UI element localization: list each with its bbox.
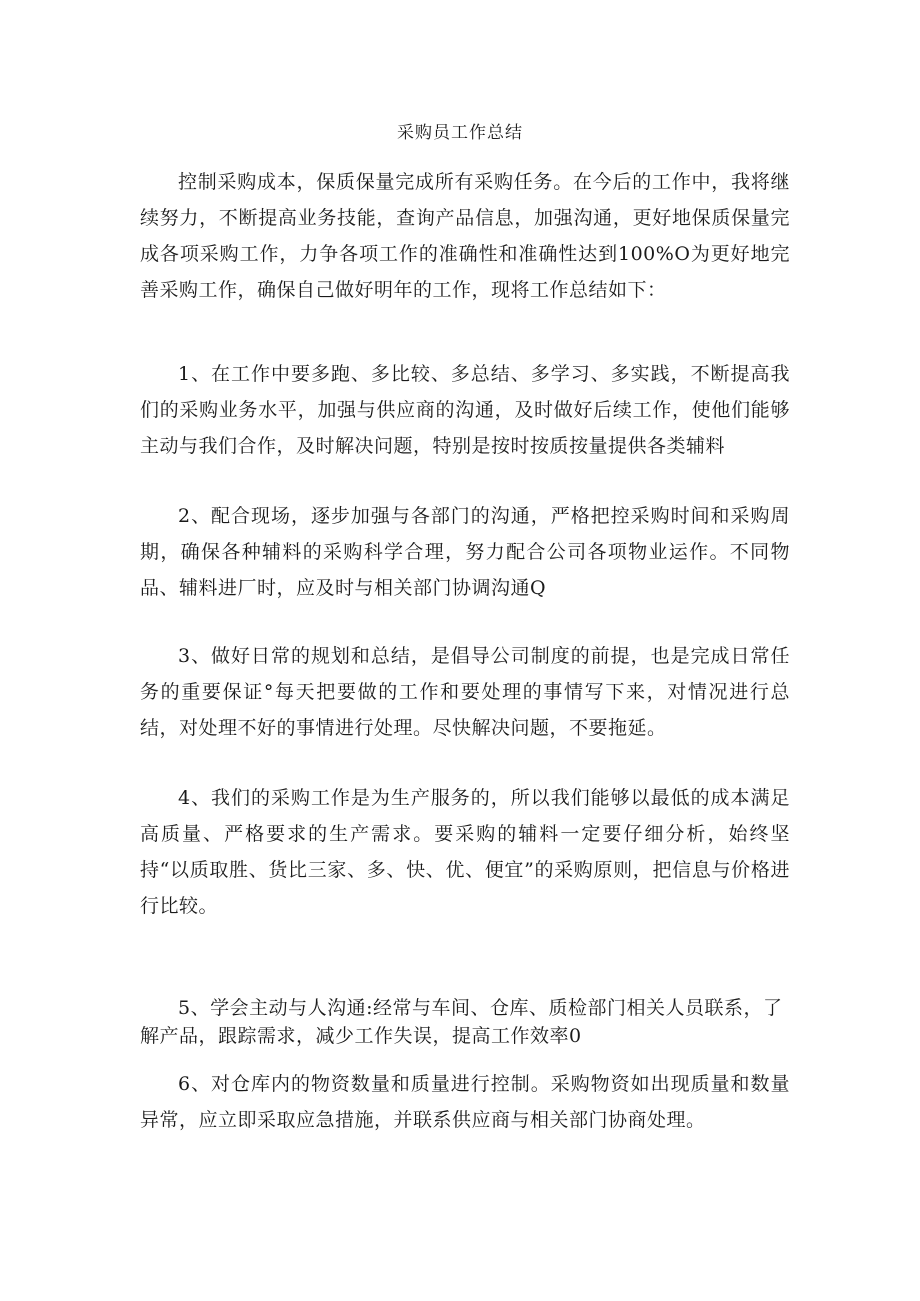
item-3-paragraph: 3、做好日常的规划和总结，是倡导公司制度的前提，也是完成日常任务的重要保证°每天把要做的工作和要处理的事情写下来，对情况进行总结，对处理不好的事情进行处理。尽快解决问题，不要拖延。 bbox=[140, 645, 790, 739]
item-5-paragraph: 5、学会主动与人沟通:经常与车间、仓库、质检部门相关人员联系，了解产品，跟踪需求，减少工作失误，提高工作效率0 bbox=[140, 997, 783, 1047]
item-2-paragraph: 2、配合现场，逐步加强与各部门的沟通，严格把控采购时间和采购周期，确保各种辅料的采购科学合理，努力配合公司各项物业运作。不同物品、辅料进厂时，应及时与相关部门协调沟通Q bbox=[140, 505, 790, 599]
item-1-paragraph: 1、在工作中要多跑、多比较、多总结、多学习、多实践，不断提高我们的采购业务水平，加强与供应商的沟通，及时做好后续工作，使他们能够主动与我们合作，及时解决问题，特别是按时按质按量提供各类辅料 bbox=[140, 363, 790, 457]
intro-paragraph: 控制采购成本，保质保量完成所有采购任务。在今后的工作中，我将继续努力，不断提高业务技能，查询产品信息，加强沟通，更好地保质保量完成各项采购工作，力争各项工作的准确性和准确性达到100%O为更好地完善采购工作，确保自己做好明年的工作，现将工作总结如下： bbox=[140, 171, 790, 301]
item-6-paragraph: 6、对仓库内的物资数量和质量进行控制。采购物资如出现质量和数量异常，应立即采取应急措施，并联系供应商与相关部门协商处理。 bbox=[140, 1073, 790, 1131]
item-4-paragraph: 4、我们的采购工作是为生产服务的，所以我们能够以最低的成本满足高质量、严格要求的生产需求。要采购的辅料一定要仔细分析，始终坚持“以质取胜、货比三家、多、快、优、便宜”的采购原则，把信息与价格进行比较。 bbox=[140, 787, 790, 917]
document-title: 采购员工作总结 bbox=[397, 123, 523, 143]
